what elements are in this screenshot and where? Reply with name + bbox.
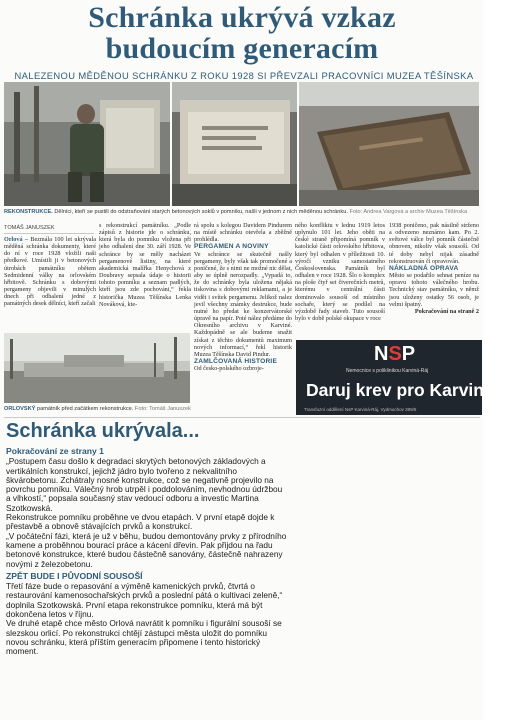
mid-caption-text: památník před začátkem rekonstrukce. (36, 406, 134, 412)
subtitle: NALEZENOU MĚDĚNOU SCHRÁNKU Z ROKU 1928 SI PŘEVZALI PRACOVNÍCI MUZEA TĚŠÍNSKA (14, 70, 474, 81)
column-1-text: Bezmála 100 let ukrývala měděná schránka dokumenty, které do ní v roce 1928 vložili naši předkové. Umístili ji v betonových útrobách památníku obětem Sedmidenní války na orlovském hřbitově. Schránku s dobovými pergameny objevili v minulých dnech při odhalení jedné z památných desek dělníci, kteří začali (4, 236, 97, 308)
top-caption-text: Dělníci, kteří se pustili do odstraňování starých betonových soklů v pomníku, našli v jednom z nich měděnou schránku. (54, 209, 348, 215)
column-1 (4, 236, 96, 330)
advertisement[interactable] (296, 340, 505, 415)
logo-letter-n: N (374, 343, 389, 365)
author-rule (4, 233, 94, 234)
continuation-paragraph-5: Ve druhé etapě chce město Orlová navrátit k pomníku i figurální sousoší se slezskou orlicí. Po rekonstrukci chtějí zástupci města uložit do pomníku novou schránku, která příštím generacím připomene i tento historický moment. (6, 618, 282, 657)
continued-from-page-1: Pokračování ze strany 1 (6, 446, 104, 456)
photo-copper-box-image (299, 82, 479, 206)
top-caption-credit: Foto: Andrea Vargová a archiv Muzea Těšínska (349, 209, 468, 215)
headline-line-1: Schránka ukrývá vzkaz (88, 1, 396, 34)
photo-memorial-panorama (4, 333, 190, 403)
column-5-text-2: Město se podařilo sehnat peníze na opravu tohoto válečného hrobu. Technický stav památníku, v němž jsou uloženy ostatky 56 osob, je velmi špatný. (389, 272, 479, 308)
article-author: TOMÁŠ JANUSZEK (4, 225, 55, 231)
photo-memorial-panorama-image (4, 333, 190, 403)
column-5 (389, 222, 479, 338)
continued-on-page-2: Pokračování na straně 2 (414, 307, 479, 315)
section-heading-sousosi: ZPĚT BUDE I PŮVODNÍ SOUSOŠÍ (6, 570, 143, 581)
ad-footer-text: Transfuzní oddělení NsP Karviná-Ráj, Vydmuchov 399/5 (304, 407, 417, 412)
column-2 (99, 222, 191, 330)
section-divider (4, 417, 480, 418)
dateline: Orlová – (4, 236, 28, 243)
column-3 (194, 222, 292, 418)
column-3-text-3: Od česko-polského ozbroje- (194, 365, 264, 373)
column-3-text-2: Ve schránce se skutečně našly pergameny, byly však tak promočené a poničené, že s nimi ne možné nic dělat, aby se úplně nerozpadly. „Vypadá to, že do schránky byla uložena nějaká tiskovina s dobovými reklamami, a je vidět i svítek pergamenu. Jelikož nalez jevil všechny známky destrukce, bude nutné ho předat ke konzervátorské úpravě na papír. Poté nález předáme do Okresního archivu v Karviné. Každopádně se ale budeme snažit získat z těchto dokumentů maximum nových informací,“ řekl historik Muzea Těšínska David Pindur. (194, 250, 292, 358)
photo-memorial-detail (172, 82, 297, 206)
continuation-title: Schránka ukrývala... (6, 420, 200, 442)
section-heading-history: ZAMLČOVANÁ HISTORIE (194, 357, 278, 365)
mid-caption-credit: Foto: Tomáš Januszek (134, 406, 191, 412)
column-2-text: s rekonstrukcí památníku. „Podle zápisů z historie jde o schránku, která byla do pomníku vložena při jeho odhalení dne 30. září 1928. Ve schránce by se měly nacházet pergamenové listiny, na které akademická malířka Henychová z Doubravy sepsala údaje o historii tohoto pomníku a seznam padlých, kteří jsou zde pochováni,“ řekla historička Muzea Těšínska Lenka Nováková, kte- (99, 222, 191, 308)
continuation-paragraph-1: „Postupem času došlo k degradaci skrytých betonových základových a vertikálních konstrukcí, jejichž jádro bylo tvořeno z nekvalitního škvárobetonu. Zchátraly nosné konstrukce, což se negativně projevilo na povrchu pomníku. Válečný hrob utrpěl i poddolováním, nevhodnou údržbou a vlhkostí,“ popsala současný stav vedoucí odboru a investic Martina Szotkowská. (6, 456, 283, 513)
column-3-text: rá spolu s kolegou Davidem Pindurem na místě schránku otevřela a zběžně prohlédla. (194, 222, 292, 244)
photo-worker-image (4, 82, 170, 206)
column-4-text: ného konfliktu v lednu 1919 letos uplynulo 101 let. Jeho oběti na české straně připomíná pomník v katolické části orlovského hřbitova, který byl odhalen v příležitosti 10. výročí vzniku samostatného Československa. Památník byl odhalen v roce 1928. Šlo o komplex na ploše čtyř set čtverečních metrů, kterému v centrální části dominovalo sousoší od místního sochaře, který se podílel na výzdobě řady staveb. Tuto sousoší bylo v době polské okupace v roce (295, 222, 385, 323)
photo-copper-box (299, 82, 479, 206)
photo-worker (4, 82, 170, 206)
continuation-paragraph-2: Rekonstrukce pomníku proběhne ve dvou etapách. V první etapě dojde k přestavbě a obnově stávajících prvků a konstrukcí. (6, 512, 275, 532)
continuation-paragraph-3: „V počáteční fázi, která je už v běhu, budou demontovány prvky z přírodního kamene a proběhnou bourací práce a kácení dřevin. Pak přijdou na řadu betonové konstrukce, které budou částečně sanovány, částečně nahrazeny novými z železobetonu. (6, 530, 287, 569)
ad-headline: Daruj krev pro Karvinou (306, 380, 505, 400)
column-5-text: 1938 poničeno, pak násilně strženo a odvezeno neznámo kam. Po 2. světové válce byl pomník částečně obnoven, nikoliv však sousoší. Od té doby nebyl nijak zásadně rekonstruován či opravován. (389, 222, 479, 265)
ad-hospital-name: Nemocnice s poliklinikou Karviná-Ráj (346, 368, 429, 374)
top-caption-label: REKONSTRUKCE. (4, 209, 53, 215)
logo-letter-p: P (401, 343, 416, 365)
section-heading-oprava: NÁKLADNÁ OPRAVA (389, 264, 459, 272)
headline (6, 2, 478, 64)
headline-line-2: budoucím generacím (105, 32, 379, 65)
top-photo-caption (4, 209, 480, 216)
continuation-paragraph-4: Třetí fáze bude o repasování a výměně kamenických prvků, čtvrtá o restaurování kamenosochařských prvků a poslední pátá o kultivaci zeleně,“ doplnila Szotkowská. První etapa rekonstrukce pomníku, která má být dokončena letos v říjnu. (6, 581, 283, 620)
mid-caption-label: ORLOVSKÝ (4, 406, 36, 412)
mid-photo-caption (4, 406, 194, 413)
logo-letter-s: S (388, 343, 402, 365)
column-4 (295, 222, 385, 338)
continuation-body (6, 447, 288, 657)
section-heading-pergamen: PERGAMEN A NOVINY (194, 243, 269, 251)
photo-memorial-detail-image (172, 82, 297, 206)
hospital-logo (374, 343, 415, 366)
